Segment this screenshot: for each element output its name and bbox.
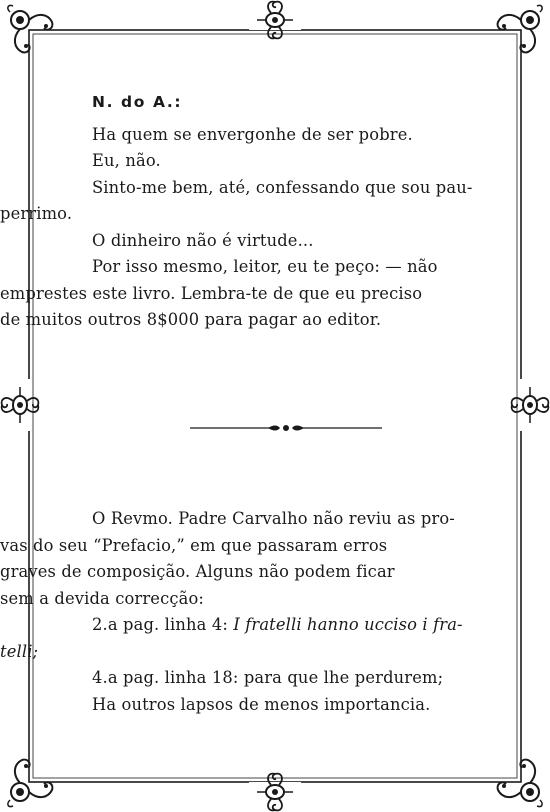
author-note-heading: N. do A.: [92,93,183,111]
corner-ornament-bottom-right [498,760,543,807]
errata-closing: Ha outros lapsos de menos importancia. [92,694,431,714]
section-divider [190,420,382,436]
errata-line-1c: graves de composição. Alguns não podem ficar [0,562,395,581]
note-line-virtue: O dinheiro não é virtude... [92,230,314,250]
errata-item-1 [92,612,498,639]
corner-ornament-top-right [498,5,543,52]
note-line-not-me: Eu, não. [92,151,161,170]
errata-line-1b: vas do seu “Prefacio,” em que passaram erros [0,535,388,555]
author-note [0,89,498,334]
errata-section [0,506,498,718]
side-ornament-top [249,2,301,39]
errata-item-1-quote-a: I fratelli hanno ucciso i fra- [233,615,463,634]
errata-item-2: 4.a pag. linha 18: para que lhe perdurem; [92,668,444,687]
errata-line-1d: sem a devida correcção: [0,588,205,608]
note-line-reader-b: emprestes este livro. Lembra-te de que eu preciso [0,283,423,303]
errata-line-1a: O Revmo. Padre Carvalho não reviu as pro- [92,509,455,528]
corner-ornament-bottom-left [8,760,53,807]
corner-ornament-top-left [8,5,53,52]
side-ornament-bottom [249,774,301,811]
note-line-shame: Ha quem se envergonhe de ser pobre. [92,124,413,144]
errata-item-1-quote-b: telli; [0,641,39,661]
note-line-reader-a: Por isso mesmo, leitor, eu te peço: — não [92,257,438,276]
errata-item-1-ref: 2.a pag. linha 4: [92,615,228,634]
errata-item-1-cont [0,639,498,666]
note-line-confess-a: Sinto-me bem, até, confessando que sou pau- [92,177,473,197]
note-line-reader-c: de muitos outros 8$000 para pagar ao editor. [0,310,382,329]
note-line-confess-b: perrimo. [0,204,73,223]
